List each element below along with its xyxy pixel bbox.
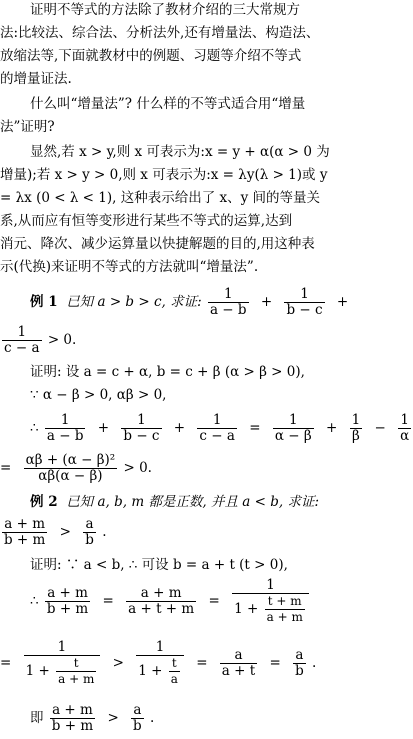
denominator: a − b <box>46 428 84 444</box>
numerator: 1 <box>136 640 184 656</box>
intro-line-1: 证明不等式的方法除了教材介绍的三大常规方 <box>30 2 300 18</box>
example2-fraction-k3 <box>220 648 257 679</box>
denominator: b + m <box>51 718 94 734</box>
intro-line-3: 放缩法等,下面就教材中的例题、习题等介绍不等式 <box>0 48 302 64</box>
explain-line-5: 消元、降次、减少运算量以快捷解题的目的,用这种表 <box>0 236 315 252</box>
numerator: 1 <box>232 578 309 594</box>
denominator: b − c <box>123 428 160 444</box>
explain-line-6: 示(代换)来证明不等式的方法就叫“增量法”. <box>0 259 259 275</box>
example1-fraction-g1 <box>273 413 314 444</box>
numerator: 1 <box>208 287 249 303</box>
numerator: 1 <box>284 287 324 303</box>
nested-fraction <box>169 656 180 687</box>
numerator: a <box>131 703 144 719</box>
denominator: a − b <box>209 302 247 318</box>
denominator: a + m <box>266 610 303 624</box>
denominator: b + m <box>46 601 89 617</box>
explain-line-4: 系,从而应有恒等变形进行某些不等式的运算,达到 <box>0 213 293 229</box>
example1-fraction-3 <box>197 413 237 444</box>
example2-fraction-h3 <box>232 578 309 625</box>
example1-fraction-g2 <box>350 413 363 444</box>
denominator: a + m <box>58 672 95 686</box>
numerator: a <box>83 517 96 533</box>
example1-statement-cont <box>0 322 76 358</box>
numerator: t + m <box>265 594 305 610</box>
denominator <box>24 656 101 687</box>
therefore-symbol: ∴ <box>30 420 39 436</box>
denominator: α <box>400 428 410 444</box>
numerator: a + m <box>126 586 196 602</box>
denominator: β <box>351 428 360 444</box>
denominator: a + t <box>221 663 256 679</box>
numerator: αβ + (α − β)² <box>25 452 116 468</box>
example2-fraction-h2 <box>126 586 196 617</box>
example1-fraction-1 <box>208 287 249 318</box>
example1-proof-line-2: ∵ α − β > 0, αβ > 0, <box>30 387 167 403</box>
question-line-1: 什么叫“增量法”? 什么样的不等式适合用“增量 <box>30 96 306 112</box>
therefore-symbol: ∴ <box>30 593 39 609</box>
example2-fraction-k4 <box>293 648 306 679</box>
numerator: 1 <box>197 413 237 429</box>
numerator: 1 <box>24 640 101 656</box>
denominator-prefix: 1 + <box>25 663 50 679</box>
denominator <box>136 656 184 687</box>
example1-fraction-2 <box>284 287 324 318</box>
numerator: 1 <box>45 413 86 429</box>
denominator: b − c <box>286 302 323 318</box>
denominator: b <box>133 718 142 734</box>
example1-fraction-3 <box>2 325 42 356</box>
example1-proof-line-1: 证明: 设 a = c + α, b = c + β (α > β > 0), <box>30 364 305 380</box>
numerator: 1 <box>273 413 314 429</box>
numerator: a <box>293 648 306 664</box>
denominator: c − a <box>199 428 235 444</box>
example2-statement <box>30 494 319 511</box>
conclusion-prefix: 即 <box>30 710 44 726</box>
example1-sum-equation: ∴ $\frac{1}{a - b}$ + $\frac{1}{b - c}$ + $\frac{1}{c - a}$ = $\frac{1}{\alpha - \beta}$ + $\frac{1}{\beta}$ − $\frac{1}{\alpha}$ <box>30 412 410 444</box>
denominator: a + t + m <box>128 601 195 617</box>
example2-label: 例 2 <box>30 494 58 510</box>
example1-statement: 例 1 已知 a > b > c, 求证: $\frac{1}{a - b}$ + $\frac{1}{b - c}$ + <box>30 286 349 318</box>
denominator <box>232 594 309 625</box>
example2-fraction-k2 <box>136 640 184 687</box>
intro-line-4: 的增量证法. <box>0 71 72 87</box>
example1-label: 例 1 <box>30 294 58 310</box>
example2-conclusion-rhs <box>131 703 144 734</box>
example2-equation-2: = 1 1 + $\frac{t}{a + m}$ > 1 1 + $\frac{t}{a}$ = $\frac{a}{a + t}$ = $\frac{a}{b}$ . <box>0 639 317 686</box>
numerator: t <box>56 656 96 672</box>
example2-claim-rhs <box>83 517 96 548</box>
example2-conclusion-lhs <box>50 703 95 734</box>
denominator: b + m <box>4 532 46 548</box>
example1-fraction-g3 <box>398 413 411 444</box>
denominator: αβ(α − β) <box>38 468 103 484</box>
explain-line-3: = λx (0 < λ < 1), 这种表示给出了 x、y 间的等量关 <box>0 190 321 206</box>
intro-line-2: 法:比较法、综合法、分析法外,还有增量法、构造法、 <box>0 25 320 41</box>
denominator-prefix: 1 + <box>138 663 163 679</box>
example1-given: 已知 a > b > c, 求证: <box>66 294 202 310</box>
denominator: α − β <box>274 428 312 444</box>
example2-fraction-k1 <box>24 640 101 687</box>
denominator: b <box>85 532 94 548</box>
numerator: a + m <box>45 586 90 602</box>
nested-fraction <box>265 594 305 625</box>
example2-fraction-h1 <box>45 586 90 617</box>
numerator: 1 <box>398 413 411 429</box>
example1-result: = $\frac{\text{αβ + (α − β)²}}{\alpha\beta(\alpha - \beta)}$ > 0. <box>0 452 152 484</box>
explain-line-1: 显然,若 x > y,则 x 可表示为:x = y + α(α > 0 为 <box>30 144 330 160</box>
numerator: 1 <box>2 325 42 341</box>
explain-line-2: 增量);若 x > y > 0,则 x 可表示为:x = λy(λ > 1)或 y <box>0 167 328 183</box>
example1-fraction-1 <box>45 413 86 444</box>
numerator: a + m <box>2 517 47 533</box>
example1-result-fraction <box>24 453 118 484</box>
denominator: a <box>170 672 178 686</box>
denominator: b <box>295 663 304 679</box>
numerator: a <box>220 648 257 664</box>
denominator: c − a <box>4 340 40 356</box>
example2-proof-line-1: 证明: ∵ a < b, ∴ 可设 b = a + t (t > 0), <box>30 557 288 573</box>
example2-given: 已知 a, b, m 都是正数, 并且 a < b, 求证: <box>66 494 320 510</box>
example2-claim-tail: . <box>102 524 107 540</box>
example1-fraction-2 <box>121 413 161 444</box>
example2-equation-1: ∴ $\frac{a + m}{b + m}$ = $\frac{a + m}{a + t + m}$ = 1 1 + $\frac{t + m}{a + m}$ <box>30 578 311 625</box>
conclusion-tail: . <box>150 710 155 726</box>
example2-claim-lhs <box>2 517 47 548</box>
numerator: 1 <box>351 412 361 428</box>
denominator-prefix: 1 + <box>234 601 259 617</box>
numerator: a + m <box>50 703 95 719</box>
numerator: t <box>169 656 180 672</box>
question-line-2: 法”证明? <box>0 119 55 135</box>
example2-claim: $\frac{a + m}{b + m}$ > $\frac{a}{b}$ . <box>4 516 107 548</box>
nested-fraction <box>56 656 96 687</box>
example2-conclusion: 即 $\frac{a + m}{b + m}$ > $\frac{a}{b}$ . <box>30 702 155 734</box>
example1-tail: > 0. <box>47 332 77 348</box>
example1-result-tail: > 0. <box>123 460 152 476</box>
numerator: 1 <box>121 413 161 429</box>
